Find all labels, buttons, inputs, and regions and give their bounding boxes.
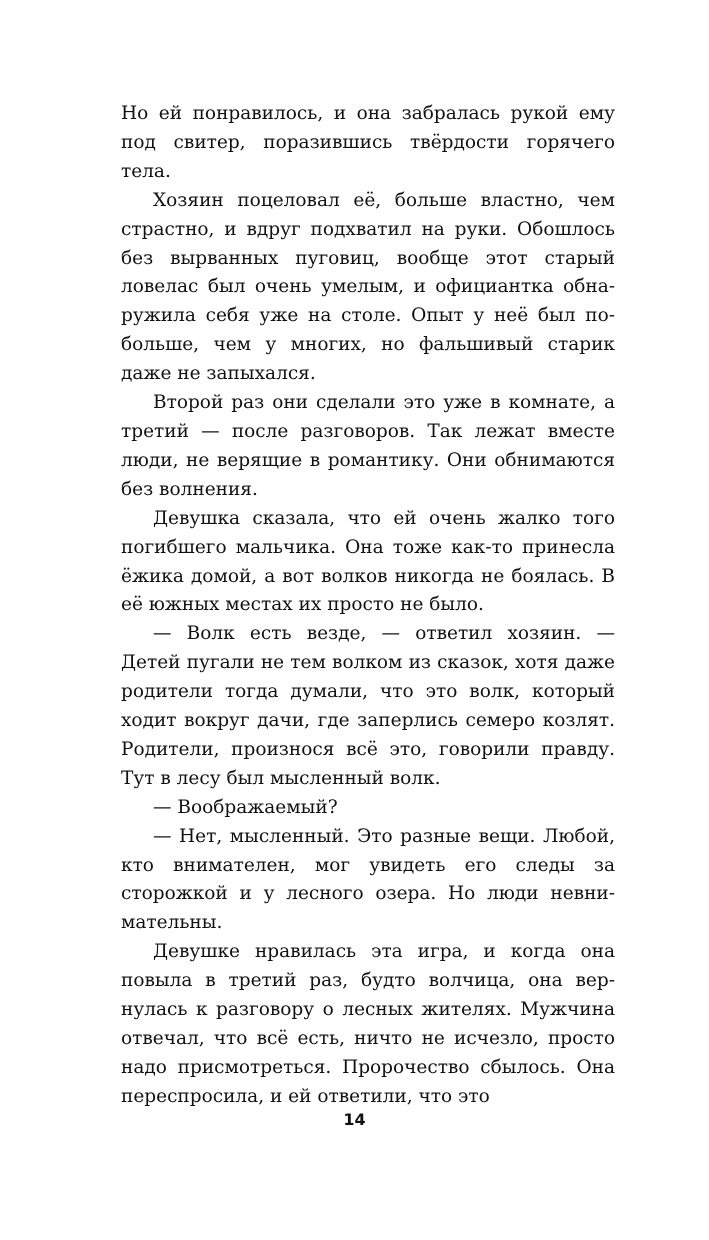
paragraph-4: Девушка сказала, что ей очень жалко того погибшего мальчика. Она тоже как-то принесла ёжика домой, а вот волков никогда не боялась. В её южных местах их просто не было. xyxy=(121,507,615,616)
paragraph-1: Но ей понравилось, и она забралась рукой ему под свитер, поразившись твёрдости горячего тела. xyxy=(121,103,615,182)
page-number: 14 xyxy=(343,1110,366,1129)
paragraph-5: — Волк есть везде, — ответил хозяин. — Детей пугали не тем волком из сказок, хотя даже родители тогда думали, что это волк, который ходит вокруг дачи, где заперлись семеро козлят. Родители, произнося всё это, говорили правду. Тут в лесу был мысленный волк. xyxy=(121,623,615,789)
paragraph-3: Второй раз они сделали это уже в комнате, а третий — после разговоров. Так лежат вместе люди, не верящие в романтику. Они обнимаются без волнения. xyxy=(121,392,615,500)
paragraph-7: — Нет, мысленный. Это разные вещи. Любой, кто внимателен, мог увидеть его следы за сторожкой и у лесного озера. Но люди невнимательны. xyxy=(121,825,615,934)
paragraph-2: Хозяин поцеловал её, больше властно, чем страстно, и вдруг подхватил на руки. Обошлось без вырванных пуговиц, вообще этот старый ловелас был очень умелым, и официантка обнаружила себя уже на столе. Опыт у неё был побольше, чем у многих, но фальшивый старик даже не запыхался. xyxy=(121,189,615,385)
paragraph-8: Девушке нравилась эта игра, и когда она повыла в третий раз, будто волчица, она вернулась к разговору о лесных жителях. Мужчина отвечал, что всё есть, ничто не исчезло, просто надо присмотреться. Пророчество сбылось. Она переспросила, и ей ответили, что это xyxy=(121,941,615,1107)
page-body xyxy=(121,100,615,1112)
paragraph-6: — Воображаемый? xyxy=(153,796,338,818)
